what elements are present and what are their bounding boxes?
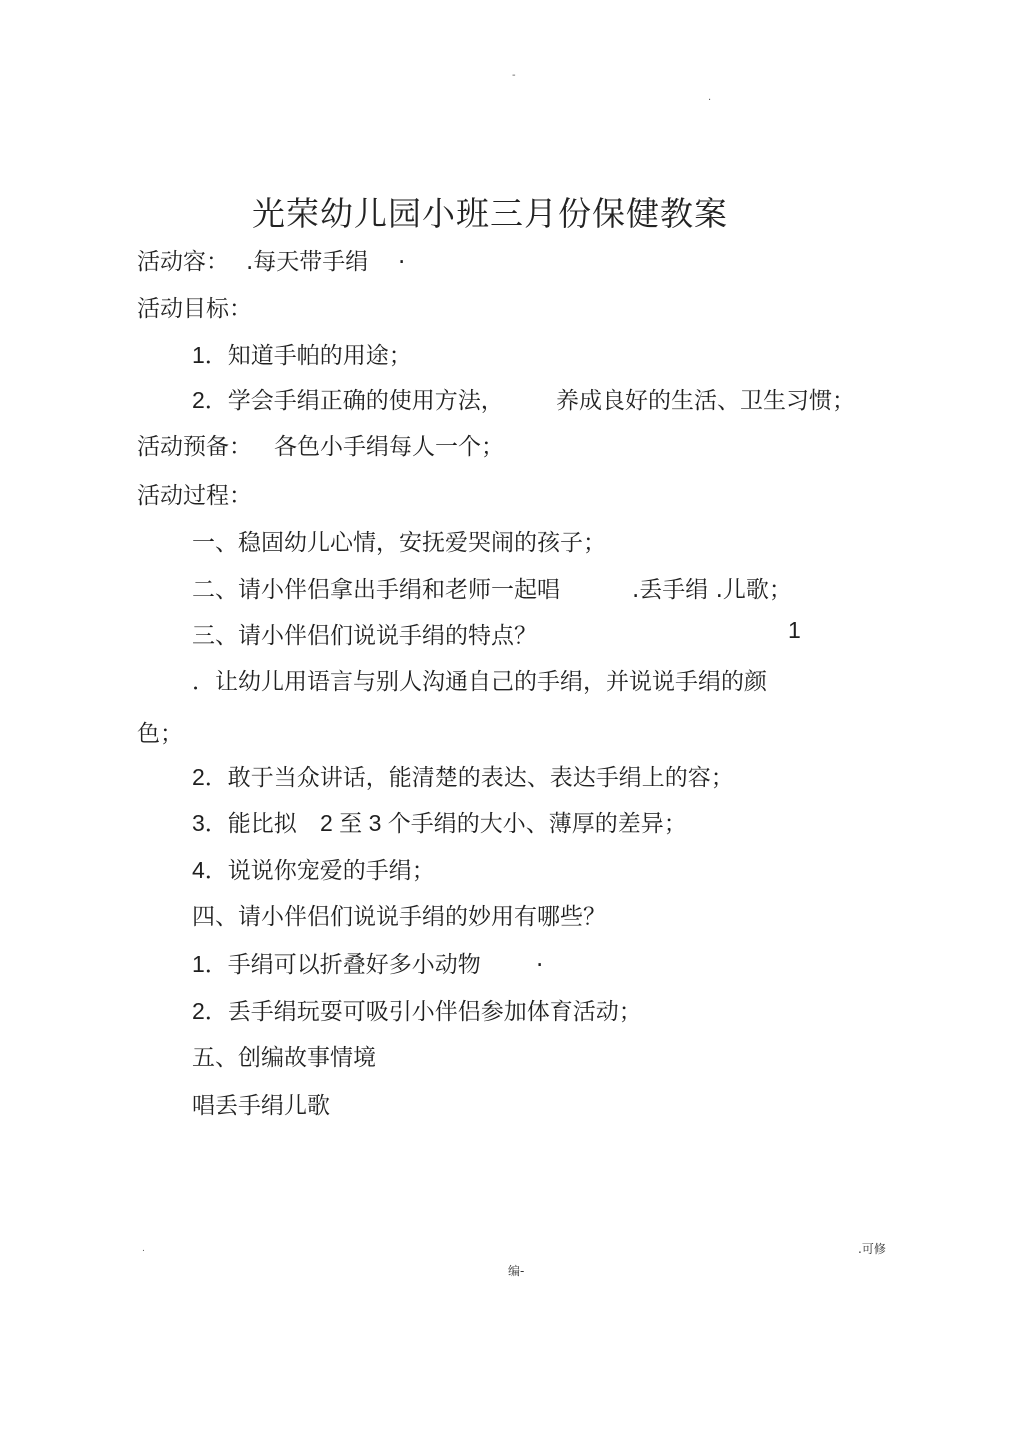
footer-mark: . (142, 1244, 145, 1254)
step-2b: .丢手绢 .儿歌； (632, 577, 792, 603)
goal-item-2a: 2．学会手绢正确的使用方法， (192, 387, 504, 413)
step-4-1a: 1．手绢可以折叠好多小动物 (192, 951, 481, 977)
step-3-2: 2．敢于当众讲话，能清楚的表达、表达手绢上的容； (192, 764, 734, 790)
step-3: 三、请小伴侣们说说手绢的特点？ (192, 623, 537, 649)
step-3-1a: ．让幼儿用语言与别人沟通自己的手绢，并说说手绢的颜 (192, 669, 767, 695)
step-4: 四、请小伴侣们说说手绢的妙用有哪些？ (192, 904, 606, 930)
content-value: .每天带手绢 (246, 249, 369, 275)
step-5-1: 唱丢手绢儿歌 (192, 1093, 330, 1119)
document-title: 光荣幼儿园小班三月份保健教案 (252, 194, 728, 233)
content-label: 活动容： (137, 249, 229, 275)
step-4-2: 2．丢手绢玩耍可吸引小伴侣参加体育活动； (192, 998, 642, 1024)
step-3-1b: 色； (137, 721, 183, 747)
content-tail: . (398, 243, 406, 269)
step-2a: 二、请小伴侣拿出手绢和老师一起唱 (192, 577, 560, 603)
step-5: 五、创编故事情境 (192, 1045, 376, 1071)
footer-editable-note: .可修 (858, 1242, 886, 1256)
step-3-number: 1 (788, 617, 801, 643)
step-3-3b: 2 至 3 个手绢的大小、薄厚的差异； (320, 810, 687, 836)
goal-item-1: 1．知道手帕的用途； (192, 342, 412, 368)
step-4-1b: . (536, 946, 544, 972)
header-mark: . (708, 92, 712, 103)
goal-item-2b: 养成良好的生活、卫生习惯； (556, 388, 855, 414)
step-1: 一、稳固幼儿心情，安抚爱哭闹的孩子； (192, 530, 606, 556)
footer-editable-note-cont: 编- (508, 1264, 525, 1278)
header-mark: - (512, 70, 516, 81)
step-3-3a: 3．能比拟 (192, 810, 297, 836)
goal-label: 活动目标： (137, 296, 252, 322)
process-label: 活动过程： (137, 483, 252, 509)
step-3-4: 4．说说你宠爱的手绢； (192, 857, 435, 883)
prep-value: 各色小手绢每人一个； (274, 434, 504, 460)
prep-label: 活动预备： (137, 434, 252, 460)
